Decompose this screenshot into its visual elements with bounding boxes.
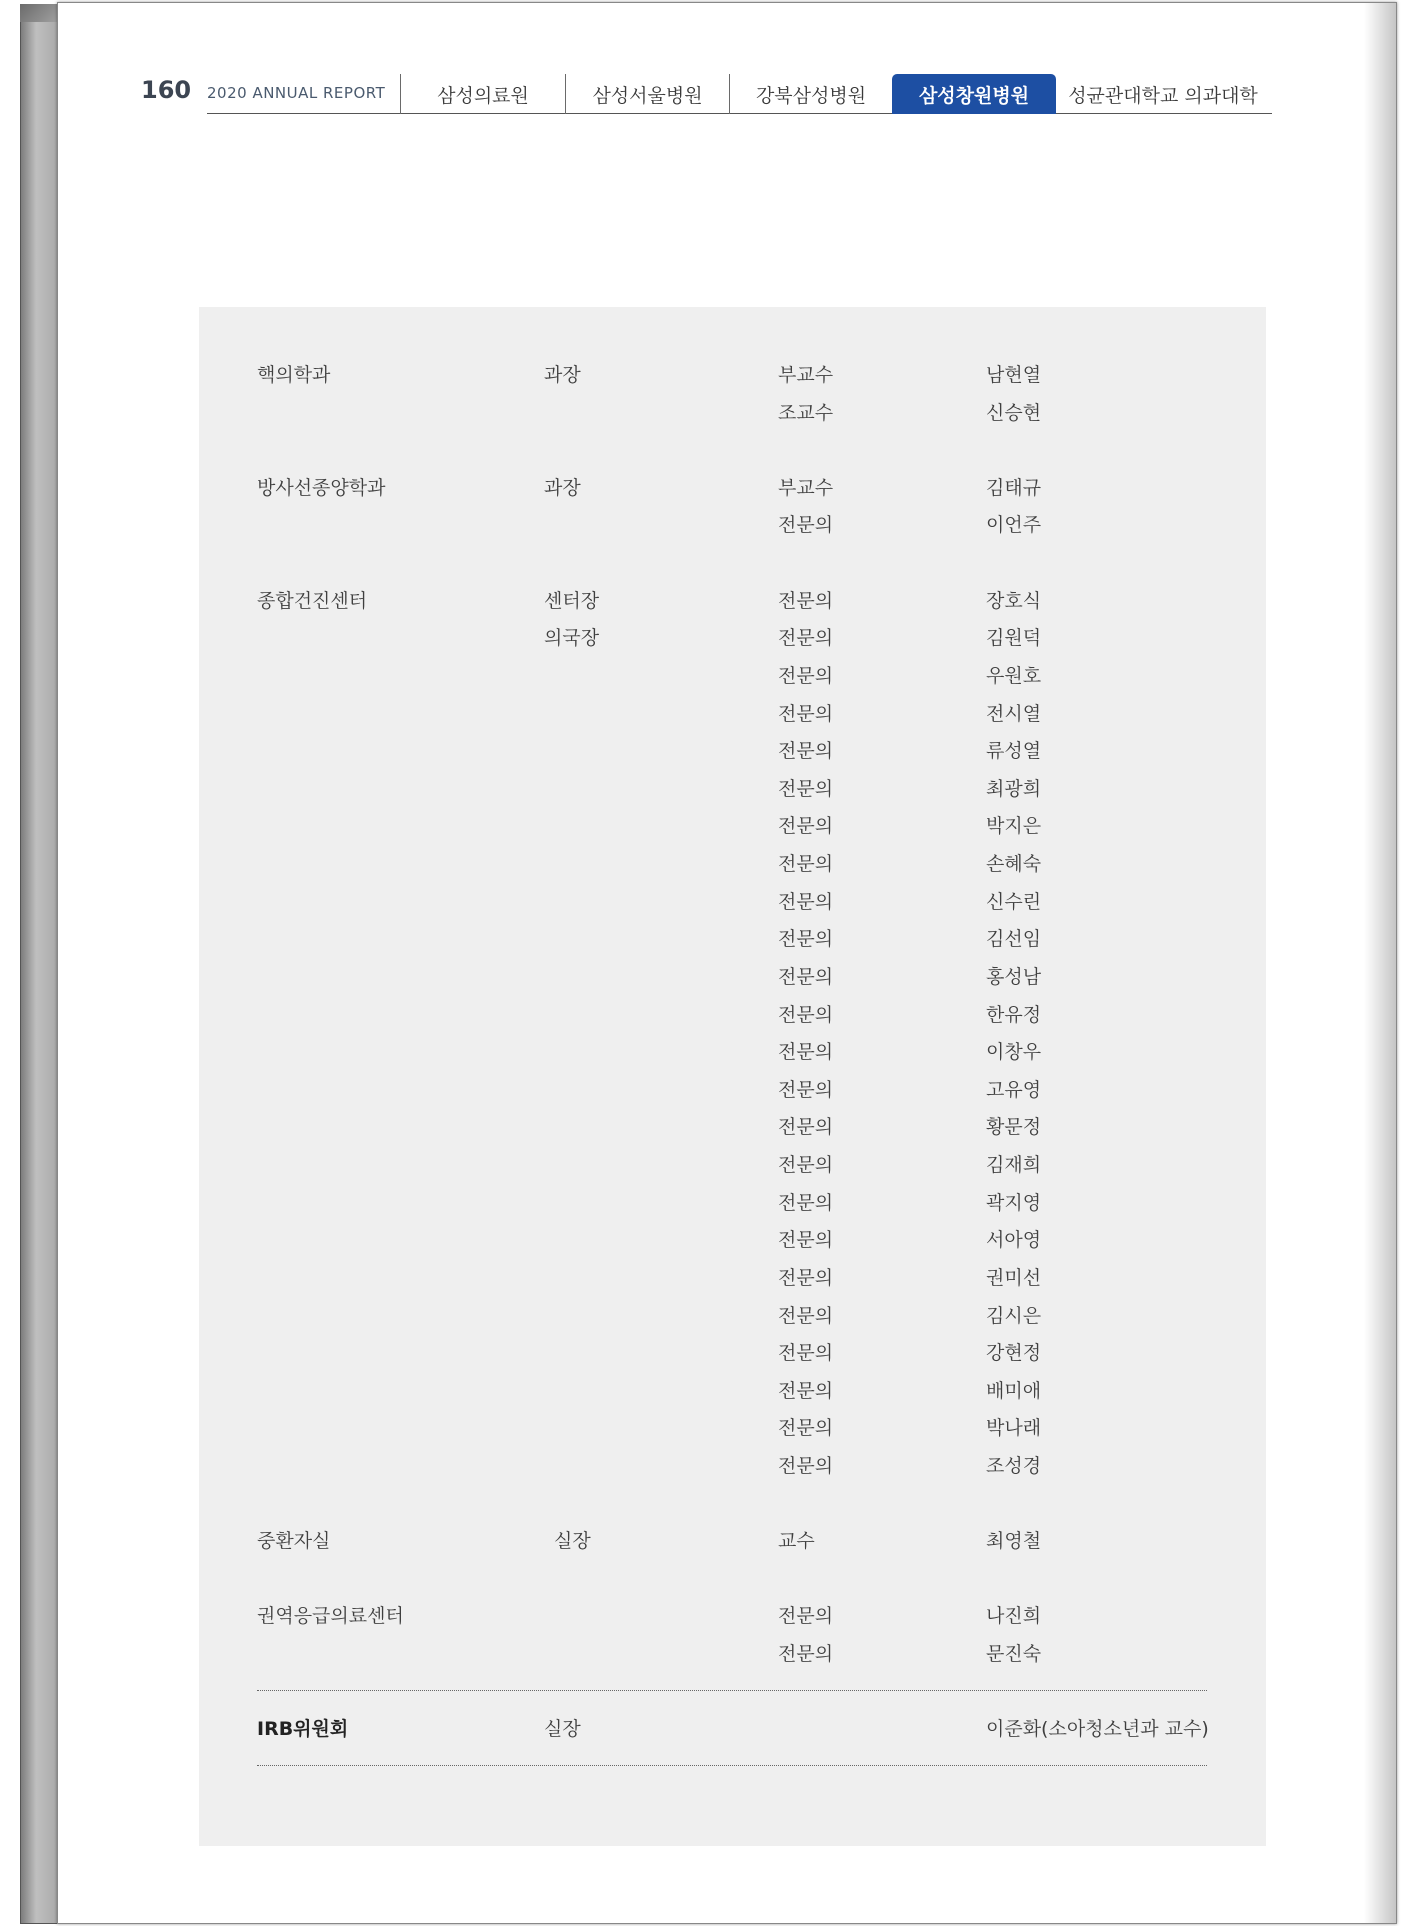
department-name: 종합건진센터 — [257, 589, 368, 612]
staff-name: 곽지영 — [986, 1191, 1042, 1214]
staff-position: 전문의 — [778, 928, 834, 951]
department-name: 중환자실 — [257, 1530, 331, 1553]
staff-name: 황문정 — [986, 1116, 1042, 1139]
staff-name: 장호식 — [986, 589, 1042, 612]
staff-name: 한유정 — [986, 1003, 1042, 1026]
staff-name: 남현열 — [986, 364, 1042, 386]
staff-position: 전문의 — [778, 965, 834, 988]
staff-position: 전문의 — [778, 1078, 834, 1101]
staff-position: 교수 — [778, 1530, 815, 1553]
report-title: 2020 ANNUAL REPORT — [207, 84, 386, 102]
staff-name: 나진희 — [986, 1605, 1042, 1628]
staff-name: 서아영 — [986, 1229, 1042, 1252]
department-name: 권역응급의료센터 — [257, 1605, 404, 1628]
department-title: 센터장 — [544, 589, 600, 612]
staff-name: 신수린 — [986, 890, 1042, 913]
staff-position: 전문의 — [778, 702, 834, 725]
staff-position: 전문의 — [778, 1643, 834, 1666]
staff-name: 박나래 — [986, 1417, 1042, 1440]
staff-position: 전문의 — [778, 1154, 834, 1177]
staff-name: 류성열 — [986, 740, 1042, 763]
staff-position: 전문의 — [778, 890, 834, 913]
staff-position: 전문의 — [778, 1266, 834, 1289]
irb-divider-top — [257, 1690, 1207, 1691]
staff-name: 최영철 — [986, 1530, 1042, 1553]
staff-position: 전문의 — [778, 815, 834, 838]
tab-samsung-seoul-hospital[interactable]: 삼성서울병원 — [565, 74, 729, 114]
department-title: 의국장 — [544, 627, 600, 650]
staff-name: 강현정 — [986, 1342, 1042, 1365]
staff-position: 전문의 — [778, 1417, 834, 1440]
irb-divider-bottom — [257, 1765, 1207, 1766]
staff-name: 조성경 — [986, 1454, 1042, 1477]
staff-position: 전문의 — [778, 1041, 834, 1064]
department-title: 과장 — [544, 476, 581, 499]
tab-kangbuk-samsung-hospital[interactable]: 강북삼성병원 — [729, 74, 892, 114]
staff-position: 전문의 — [778, 1379, 834, 1402]
staff-position: 전문의 — [778, 589, 834, 612]
staff-name: 박지은 — [986, 815, 1042, 838]
staff-position: 전문의 — [778, 853, 834, 876]
staff-name: 이언주 — [986, 514, 1042, 537]
hospital-tabs — [400, 74, 1270, 114]
staff-name: 전시열 — [986, 702, 1042, 725]
staff-position: 전문의 — [778, 514, 834, 537]
staff-position: 전문의 — [778, 740, 834, 763]
department-name: 핵의학과 — [257, 364, 331, 386]
staff-position: 전문의 — [778, 1191, 834, 1214]
tab-samsung-medical-center[interactable]: 삼성의료원 — [400, 74, 565, 114]
tab-samsung-changwon-hospital[interactable]: 삼성창원병원 — [892, 74, 1056, 114]
staff-position: 전문의 — [778, 777, 834, 800]
staff-position: 전문의 — [778, 627, 834, 650]
staff-name: 김재희 — [986, 1154, 1042, 1177]
staff-position: 전문의 — [778, 664, 834, 687]
staff-position: 전문의 — [778, 1304, 834, 1327]
staff-name: 손혜숙 — [986, 853, 1042, 876]
staff-name: 최광희 — [986, 777, 1042, 800]
staff-position: 전문의 — [778, 1454, 834, 1477]
staff-name: 배미애 — [986, 1379, 1042, 1402]
staff-position: 전문의 — [778, 1003, 834, 1026]
irb-department: IRB위원회 — [257, 1718, 349, 1740]
department-title: 실장 — [554, 1530, 591, 1553]
staff-name: 고유영 — [986, 1078, 1042, 1101]
irb-title: 실장 — [544, 1718, 581, 1740]
page-edge-shadow — [1364, 3, 1396, 1923]
staff-name: 이창우 — [986, 1041, 1042, 1064]
page-number: 160 — [141, 76, 192, 104]
department-title: 과장 — [544, 364, 581, 386]
staff-position: 전문의 — [778, 1342, 834, 1365]
staff-name: 김시은 — [986, 1304, 1042, 1327]
staff-name: 권미선 — [986, 1266, 1042, 1289]
irb-name: 이준화(소아청소년과 교수) — [986, 1718, 1209, 1740]
staff-position: 부교수 — [778, 476, 834, 499]
book-spine — [20, 4, 60, 1924]
staff-position: 조교수 — [778, 401, 834, 424]
staff-name: 홍성남 — [986, 965, 1042, 988]
staff-name: 김태규 — [986, 476, 1042, 499]
staff-position: 전문의 — [778, 1229, 834, 1252]
staff-name: 문진숙 — [986, 1643, 1042, 1666]
tab-skku-medical-school[interactable]: 성균관대학교 의과대학 — [1068, 84, 1258, 107]
staff-name: 김선임 — [986, 928, 1042, 951]
staff-position: 전문의 — [778, 1116, 834, 1139]
staff-name: 김원덕 — [986, 627, 1042, 650]
book-spine-top — [20, 4, 58, 22]
staff-position: 전문의 — [778, 1605, 834, 1628]
staff-position: 부교수 — [778, 364, 834, 386]
department-name: 방사선종양학과 — [257, 476, 386, 499]
staff-name: 신승현 — [986, 401, 1042, 424]
staff-name: 우원호 — [986, 664, 1042, 687]
